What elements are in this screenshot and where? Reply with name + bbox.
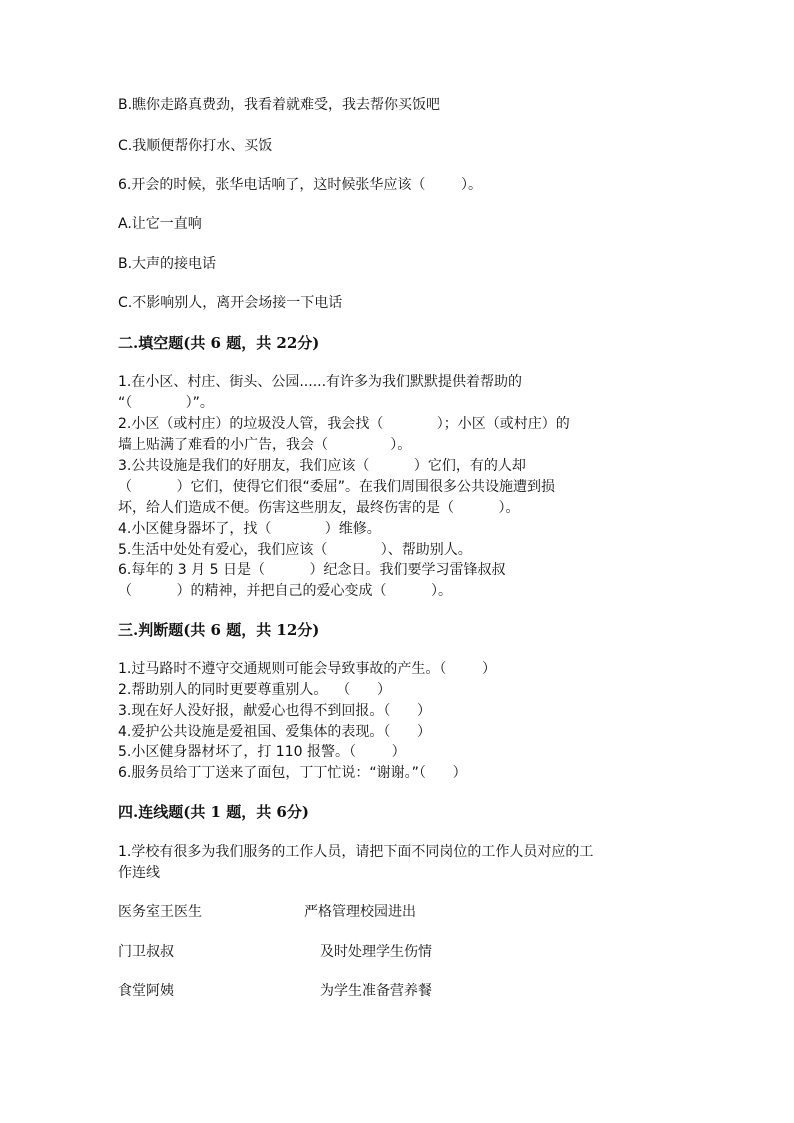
option-c-text: C.我顺便帮你打水、买饭 xyxy=(118,138,273,154)
match-question-stem-cont: 作连线 xyxy=(118,865,160,881)
question-6-option-b: B.大声的接电话 xyxy=(118,256,217,272)
fill-line: 坏，给人们造成不便。伤害这些朋友，最终伤害的是（ ）。 xyxy=(118,500,520,516)
judge-line: 6.服务员给丁丁送来了面包，丁丁忙说：“谢谢。”（ ） xyxy=(118,765,467,781)
judge-line: 2.帮助别人的同时更要尊重别人。 （ ） xyxy=(118,682,391,698)
judge-line: 5.小区健身器材坏了，打 110 报警。（ ） xyxy=(118,744,406,760)
match-section-heading: 四.连线题(共 1 题，共 6分) xyxy=(118,803,309,821)
fill-line: 3.公共设施是我们的好朋友，我们应该（ ）它们，有的人却 xyxy=(118,458,526,474)
match-right-item: 严格管理校园进出 xyxy=(304,904,416,920)
fill-line: 1.在小区、村庄、街头、公园......有许多为我们默默提供着帮助的 xyxy=(118,374,523,390)
question-6-stem: 6.开会的时候，张华电话响了，这时候张华应该（ ）。 xyxy=(118,177,482,193)
fill-line: “（ ）”。 xyxy=(118,395,214,411)
fill-line: 6.每年的 3 月 5 日是（ ）纪念日。我们要学习雷锋叔叔 xyxy=(118,562,506,578)
match-question-stem: 1.学校有很多为我们服务的工作人员，请把下面不同岗位的工作人员对应的工 xyxy=(118,844,594,860)
option-b-text: B.瞧你走路真费劲，我看着就难受，我去帮你买饭吧 xyxy=(118,97,441,113)
match-right-item: 及时处理学生伤情 xyxy=(320,944,432,960)
fill-line: 4.小区健身器坏了，找（ ）维修。 xyxy=(118,521,381,537)
fill-line: （ ）它们，使得它们很“委屈”。在我们周围很多公共设施遭到损 xyxy=(118,479,556,495)
fill-line: 2.小区（或村庄）的垃圾没人管，我会找（ ）；小区（或村庄）的 xyxy=(118,416,570,432)
fill-line: （ ）的精神，并把自己的爱心变成（ ）。 xyxy=(118,583,453,599)
question-6-option-c: C.不影响别人，离开会场接一下电话 xyxy=(118,295,343,311)
judge-section-heading: 三.判断题(共 6 题，共 12分) xyxy=(118,621,320,639)
fill-line: 5.生活中处处有爱心，我们应该（ ）、帮助别人。 xyxy=(118,542,472,558)
judge-line: 4.爱护公共设施是爱祖国、爱集体的表现。（ ） xyxy=(118,724,432,740)
match-left-item: 门卫叔叔 xyxy=(118,944,174,960)
match-right-item: 为学生准备营养餐 xyxy=(320,983,432,999)
question-6-option-a: A.让它一直响 xyxy=(118,216,202,232)
judge-line: 1.过马路时不遵守交通规则可能会导致事故的产生。（ ） xyxy=(118,661,496,677)
judge-line: 3.现在好人没好报，献爱心也得不到回报。（ ） xyxy=(118,703,432,719)
fill-section-heading: 二.填空题(共 6 题，共 22分) xyxy=(118,334,320,352)
match-left-item: 医务室王医生 xyxy=(118,904,202,920)
match-left-item: 食堂阿姨 xyxy=(118,983,174,999)
fill-line: 墙上贴满了难看的小广告，我会（ ）。 xyxy=(118,437,412,453)
